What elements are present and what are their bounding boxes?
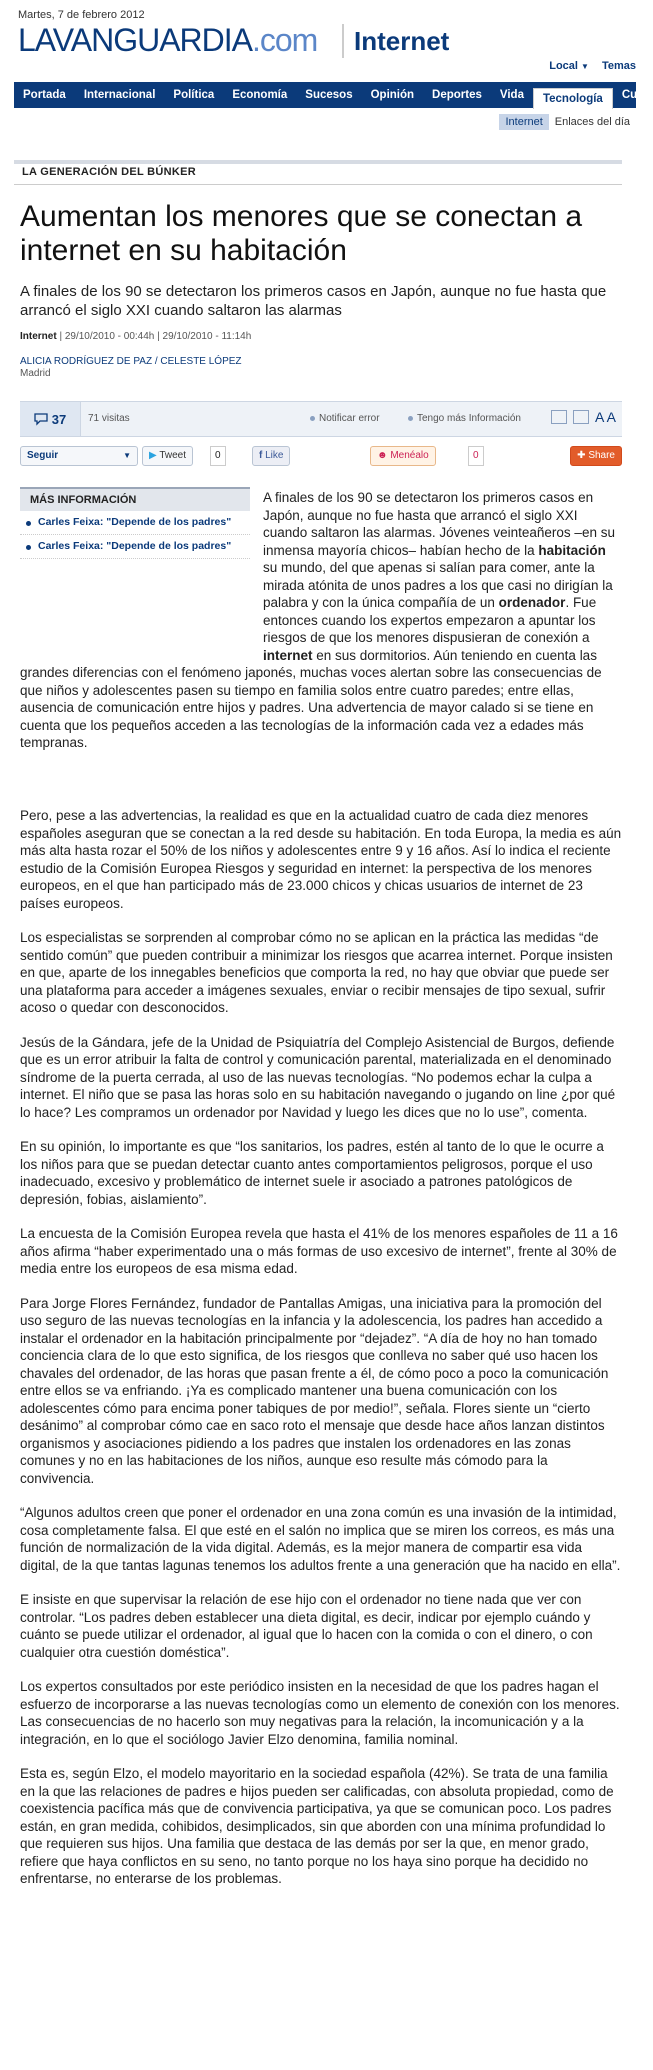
- text-size-control[interactable]: A A: [594, 409, 616, 425]
- keyword-link[interactable]: ordenador: [498, 595, 566, 610]
- menealo-label: Menéalo: [390, 450, 429, 461]
- nav-item-deportes[interactable]: Deportes: [432, 89, 482, 101]
- menealo-button[interactable]: [370, 446, 436, 466]
- twitter-bird-icon: ▶: [149, 450, 157, 461]
- nav-item-opinion[interactable]: Opinión: [370, 89, 415, 101]
- keyword-link[interactable]: internet: [263, 647, 313, 663]
- paragraph: Pero, pese a las advertencias, la realidad es que en la actualidad cuatro de cada diez menores españoles aseguran que se conectan a la red desde su habitación. En toda Europa, la media es aún más alta hasta rozar el 50% de los niños y adolescentes entre 9 y 16 años. Así lo indica el reciente estudio de la Comisión Europea Riesgos y seguridad en internet: la perspectiva de los menores europeos, en el que han participado más de 23.000 chicos y chicas usuarios de internet de 23 países europeos.: [20, 808, 622, 911]
- nav-item-economia[interactable]: Economía: [232, 89, 288, 101]
- more-info-link[interactable]: Carles Feixa: "Depende de los padres": [20, 511, 250, 535]
- nav-item-sucesos[interactable]: Sucesos: [305, 89, 353, 101]
- paragraph: Para Jorge Flores Fernández, fundador de Pantallas Amigas, una iniciativa para la promoción del uso seguro de las nuevas tecnologías en la infancia y la adolescencia, los padres han accedido a instalar el ordenador en la habitación principalmente por “dejadez”. “A día de hoy no han tomado conciencia clara de lo que esto significa, de los riesgos que conlleva no saber qué uso hacen los chavales del ordenador, de las horas que pasan frente a él, de cómo poco a poco la comunicación entre ellos se va enfriando. ¡Ya es complicado mantener una buena comunicación con los adolescentes cómo para encima poner tabiques de por medio!”, señala. Flores siente un “cierto desánimo” al comprobar cómo cae en saco roto el mensaje que desde hace años lanzan distintos organismos y asociaciones pidiendo a los padres que instalen los ordenadores en las zonas comunes y no en las habitaciones de los niños, aunque eso resulte más cómodo para la convivencia.: [20, 1295, 609, 1486]
- nav-item-tecnologia[interactable]: Tecnología: [533, 88, 613, 109]
- section-title[interactable]: Internet: [342, 24, 449, 58]
- paragraph: Esta es, según Elzo, el modelo mayoritario en la sociedad española (42%). Se trata de una familia en la que las relaciones de padres e hijos pueden ser calificadas, con absoluta propiedad, como de coexistencia pacífica más que de convivencia participativa, ya que se comunican poco. Los padres están, en gran medida, cohibidos, desimplicados, sin que aborden con una mínima profundidad lo que requieren sus hijos. Una familia que destaca de las demás por ser la que, en menor grado, refiere que haya conflictos en su seno, no tanto porque no los haya sino porque ha decidido no enfrentarse, no enterarse de los problemas.: [20, 1766, 614, 1886]
- share-button[interactable]: [570, 446, 622, 466]
- article-subtitle: A finales de los 90 se detectaron los primeros casos en Japón, aunque no fue hasta que arrancó el siglo XXI cuando saltaron las alarmas: [20, 283, 607, 319]
- facebook-icon: f: [259, 450, 263, 461]
- paragraph: Los especialistas se sorprenden al comprobar cómo no se aplican en la práctica las medidas “de sentido común” que pueden contribuir a minimizar los riesgos que acarrea internet. Porque insisten en que, aparte de los innegables beneficios que comporta la red, no hay que obviar que puede ser una plataforma para acceder a imágenes sexuales, enviar o recibir mensajes de tipo sexual, sufrir acoso o quedar con desconocidos.: [20, 930, 613, 1015]
- more-info-box: [20, 487, 250, 559]
- views-count: 71 visitas: [88, 413, 130, 424]
- chevron-down-icon: ▼: [123, 451, 131, 460]
- meta-dates: | 29/10/2010 - 00:44h | 29/10/2010 - 11:14h: [56, 331, 252, 342]
- comments-count: 37: [51, 411, 67, 427]
- share-icon: ✚: [577, 450, 586, 461]
- toolbar-icons: [551, 409, 616, 425]
- print-icon[interactable]: [573, 410, 589, 424]
- article-authors[interactable]: ALICIA RODRÍGUEZ DE PAZ / CELESTE LÓPEZ: [20, 356, 242, 367]
- subnav-item-internet[interactable]: Internet: [499, 114, 548, 130]
- tweet-count: 0: [210, 446, 226, 466]
- more-info-link[interactable]: Carles Feixa: "Depende de los padres": [20, 535, 250, 559]
- nav-item-portada[interactable]: Portada: [23, 89, 66, 101]
- paragraph: La encuesta de la Comisión Europea revela que hasta el 41% de los menores españoles de 11 a 16 años afirma “haber experimentado una o más formas de uso excesivo de internet”, frente al 30% de media entre los europeos de esa misma edad.: [20, 1226, 618, 1276]
- tweet-button[interactable]: [142, 446, 193, 466]
- paragraph: E insiste en que supervisar la relación de ese hijo con el ordenador no tiene nada que ver con controlar. “Los padres deben establecer una dieta digital, es decir, indicar por ejemplo cuándo y cuánto se puede utilizar el ordenador, al igual que lo hacen con la comida o con el dinero, o con cualquier otra cuestión doméstica”.: [20, 1592, 593, 1660]
- nav-item-politica[interactable]: Política: [173, 89, 215, 101]
- comments-button[interactable]: [20, 402, 81, 436]
- paragraph: Jesús de la Gándara, jefe de la Unidad de Psiquiatría del Complejo Asistencial de Burgos, defiende que es un error atribuir la falta de control y comunicación parental, materializada en el denominado síndrome de la puerta cerrada, al uso de las nuevas tecnologías. “No podemos echar la culpa a internet. El niño que se pasa las horas solo en su habitación navegando o jugando on line ¿por qué lo hace? Les compramos un ordenador por Navidad y luego les dices que no lo use”, comenta.: [20, 1034, 616, 1120]
- kicker-underline: [14, 184, 622, 185]
- article-meta: [20, 331, 251, 342]
- paragraph: “Algunos adultos creen que poner el ordenador en una zona común es una invasión de la intimidad, cosa completamente falsa. El que esté en el salón no implica que se miren los correos, es más una función de normalización de la vida digital. Además, es la mejor manera de compartir esa vida digital, de la que tantas lagunas tenemos los adultos frente a una generación que ha nacido en ella”.: [20, 1505, 621, 1573]
- logo-main: LAVANGUARDIA: [18, 22, 252, 58]
- social-bar: [20, 446, 622, 470]
- share-label: Share: [588, 450, 615, 461]
- menealo-icon: ☻: [377, 450, 388, 461]
- more-info-heading: MÁS INFORMACIÓN: [20, 487, 250, 511]
- logo-suffix: .com: [251, 22, 318, 58]
- site-logo[interactable]: [18, 22, 317, 59]
- nav-item-cultura[interactable]: Cult: [621, 89, 645, 101]
- nav-item-vida[interactable]: Vida: [499, 89, 524, 101]
- more-info-link[interactable]: Tengo más Información: [408, 413, 521, 424]
- sub-nav: [14, 111, 636, 133]
- tweet-label: Tweet: [159, 450, 186, 461]
- nav-item-internacional[interactable]: Internacional: [83, 89, 156, 101]
- article-toolbar: [20, 401, 622, 437]
- article-place: Madrid: [20, 368, 51, 379]
- article-body: [20, 807, 622, 1905]
- main-nav: [14, 82, 645, 108]
- email-icon[interactable]: [551, 410, 567, 424]
- subnav-item-enlaces[interactable]: Enlaces del día: [554, 116, 630, 128]
- paragraph: Los expertos consultados por este periódico insisten en la necesidad de que los padres hagan el esfuerzo de incorporarse a las nuevas tecnologías como un elemento de conexión con los menores. Las consecuencias de no hacerlo son muy negativas para la relación, la incomunicación y a la integración, en lo que el sociólogo Javier Elzo denomina, familia nominal.: [20, 1679, 620, 1747]
- notify-error-link[interactable]: Notificar error: [310, 413, 380, 424]
- chevron-down-icon: ▼: [580, 62, 589, 71]
- meta-section[interactable]: Internet: [20, 331, 57, 342]
- paragraph: En su opinión, lo importante es que “los sanitarios, los padres, estén al tanto de lo que le ocurre a los niños para que se puedan detectar cuanto antes comportamientos peligrosos, porque el uso inadecuado, excesivo y problemático de internet suele ir asociado a patrones patológicos de depresión, fobias, aislamiento”.: [20, 1139, 604, 1207]
- paragraph: A finales de los 90 se detectaron los primeros casos en Japón, aunque no fue hasta que arrancó el siglo XXI cuando saltaron las alarmas. Jóvenes veinteañeros –en su inmensa mayoría chicos– habían hecho de la habitación su mundo, del que apenas si salían para comer, ante la mirada atónita de unos padres a los que casi no dirigían la palabra y con la única compañía de un ordenador. Fue entonces cuando los expertos empezaron a apuntar los riesgos de que los menores dispusieran de conexión a internet en sus dormitorios. Aún teniendo en cuenta las grandes diferencias con el fenómeno japonés, muchas voces alertan sobre las consecuencias de que niños y adolescentes pasen su tiempo en familia solos entre cuatro paredes; entre ellas, ausencia de comunicación entre hijos y padres. Una advertencia de mayor calado si se tiene en cuenta que los pequeños acceden a las tecnologías de la información cada vez a edades más tempranas.: [20, 490, 615, 750]
- header-date: Martes, 7 de febrero 2012: [18, 9, 145, 21]
- top-link-local[interactable]: Local: [549, 60, 578, 72]
- article-kicker: LA GENERACIÓN DEL BÚNKER: [22, 166, 197, 178]
- keyword-link[interactable]: habitación: [538, 542, 606, 558]
- follow-label: Seguir: [27, 450, 59, 461]
- article-title: Aumentan los menores que se conectan a internet en su habitación: [20, 200, 583, 267]
- like-label: Like: [265, 450, 284, 461]
- follow-button[interactable]: [20, 446, 138, 466]
- top-link-temas[interactable]: Temas: [601, 60, 636, 72]
- facebook-like-button[interactable]: [252, 446, 290, 466]
- kicker-divider: [14, 160, 622, 164]
- comment-bubble-icon: [34, 413, 48, 425]
- menealo-count: 0: [468, 446, 484, 466]
- top-links: [539, 60, 636, 72]
